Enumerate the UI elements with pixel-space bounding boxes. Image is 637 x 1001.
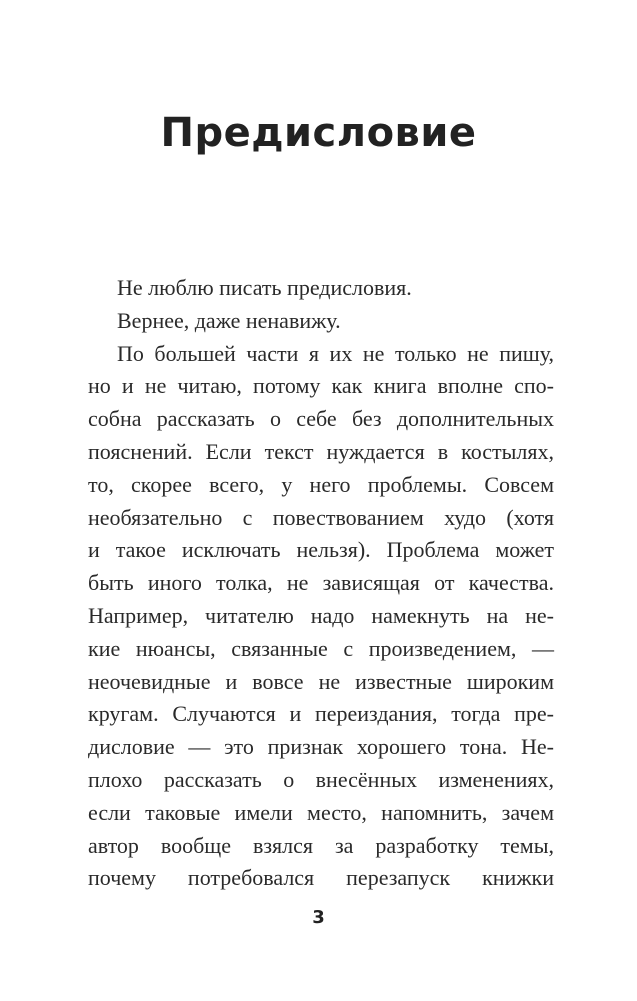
text-line: неочевидные и вовсе не известные широким (88, 668, 554, 694)
text-line: пояснений. Если текст нуждается в костылях, (88, 438, 554, 464)
text-line: автор вообще взялся за разработку темы, (88, 832, 554, 858)
text-line: необязательно с повествованием худо (хотя (88, 504, 554, 530)
text-line: собна рассказать о себе без дополнительных (88, 406, 554, 432)
text-line: если таковые имели место, напомнить, зачем (88, 799, 554, 825)
body-text (88, 272, 554, 895)
page-number: 3 (312, 907, 325, 928)
text-line: По большей части я их не только не пишу, (117, 340, 554, 366)
text-line: плохо рассказать о внесённых изменениях, (88, 766, 554, 792)
text-line: но и не читаю, потому как книга вполне спо- (88, 373, 554, 399)
text-line: кие нюансы, связанные с произведением, — (88, 635, 554, 661)
text-line: Вернее, даже ненавижу. (117, 307, 341, 333)
text-line: почему потребовался перезапуск книжки (88, 865, 554, 891)
text-line: то, скорее всего, у него проблемы. Совсем (88, 471, 554, 497)
text-line: Например, читателю надо намекнуть на не- (88, 602, 554, 628)
text-line: кругам. Случаются и переиздания, тогда пре- (88, 701, 554, 727)
text-line: и такое исключать нельзя). Проблема может (88, 537, 554, 563)
text-line: быть иного толка, не зависящая от качества. (88, 570, 554, 596)
text-line: дисловие — это признак хорошего тона. Не- (88, 734, 554, 760)
page-title: Предисловие (160, 110, 477, 156)
text-line: Не люблю писать предисловия. (117, 275, 412, 300)
